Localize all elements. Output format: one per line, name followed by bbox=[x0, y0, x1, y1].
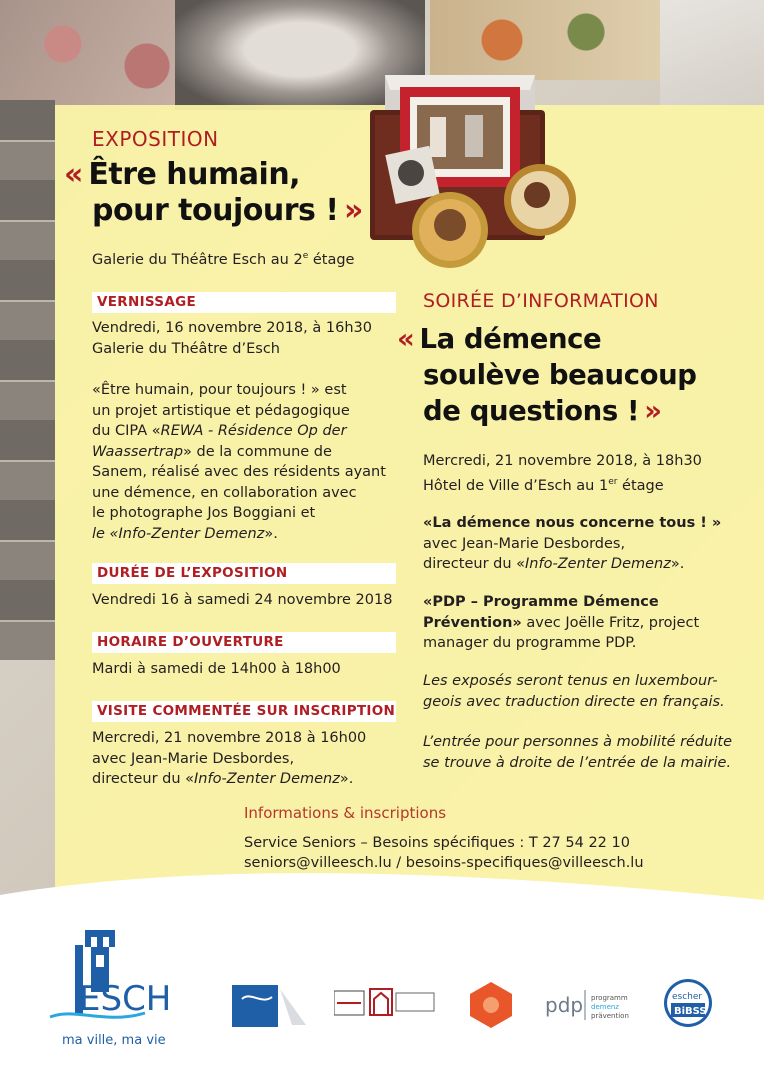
soiree-date-venue: Mercredi, 21 novembre 2018, à 18h30 Hôtel de Ville d’Esch au 1er étage bbox=[423, 453, 702, 494]
language-note: Les exposés seront tenus en luxembour- geois avec traduction directe en français. bbox=[423, 673, 725, 710]
horaire-band: HORAIRE D’OUVERTURE bbox=[92, 632, 396, 653]
grey-photo bbox=[660, 0, 764, 110]
svg-text:ESCH: ESCH bbox=[79, 979, 172, 1019]
exposition-label: EXPOSITION bbox=[92, 127, 219, 151]
horaire-details: Mardi à samedi de 14h00 à 18h00 bbox=[92, 661, 341, 677]
visite-band: VISITE COMMENTÉE SUR INSCRIPTION bbox=[92, 701, 396, 722]
slogan: ma ville, ma vie bbox=[62, 1033, 166, 1048]
talk-1: «La démence nous concerne tous ! » avec Jean-Marie Desbordes, directeur du «Info-Zenter Demenz». bbox=[423, 515, 722, 572]
vernissage-band: VERNISSAGE bbox=[92, 292, 396, 313]
soiree-title: « La démence soulève beaucoup de questions ! » bbox=[397, 323, 697, 427]
soiree-label: SOIRÉE D’INFORMATION bbox=[423, 290, 659, 312]
contact-emails[interactable]: seniors@villeesch.lu / besoins-specifiques@villeesch.lu bbox=[244, 855, 644, 871]
svg-text:programm: programm bbox=[591, 994, 628, 1002]
quote-close: » bbox=[344, 193, 363, 228]
svg-text:prävention: prävention bbox=[591, 1012, 629, 1020]
info-zenter-demenz-logo bbox=[466, 980, 516, 1030]
svg-text:demenz: demenz bbox=[591, 1003, 619, 1011]
talk-2: «PDP – Programme Démence Prévention» avec Joëlle Fritz, project manager du programme PDP. bbox=[423, 594, 700, 651]
esch-logo bbox=[45, 925, 175, 1050]
exposition-venue: Galerie du Théâtre Esch au 2e étage bbox=[92, 251, 355, 268]
duree-band: DURÉE DE L’EXPOSITION bbox=[92, 563, 396, 584]
galerie-logo bbox=[232, 985, 310, 1027]
stacked-photos bbox=[0, 100, 55, 660]
pdp-logo bbox=[545, 988, 657, 1022]
project-description: «Être humain, pour toujours ! » est un projet artistique et pédagogique du CIPA «REWA - Résidence Op der Waassertrap» de la commune de Sanem, réalisé avec des résidents ayant une démence, en collaboration avec le photographe Jos Boggiani et le «Info-Zenter Demenz». bbox=[92, 382, 386, 542]
escher-bibss-logo bbox=[663, 978, 713, 1028]
contact-heading: Informations & inscriptions bbox=[244, 804, 447, 822]
visite-details: Mercredi, 21 novembre 2018 à 16h00 avec Jean-Marie Desbordes, directeur du «Info-Zenter Demenz». bbox=[92, 730, 367, 787]
exposition-title: « Être humain, pour toujours ! » bbox=[64, 157, 363, 228]
vernissage-details: Vendredi, 16 novembre 2018, à 16h30 Galerie du Théâtre d’Esch bbox=[92, 320, 372, 357]
quote-open: « bbox=[64, 157, 83, 192]
svg-text:BiBSS: BiBSS bbox=[674, 1006, 707, 1017]
contact-phone[interactable]: Service Seniors – Besoins spécifiques : T 27 54 22 10 bbox=[244, 835, 630, 851]
svg-text:escher: escher bbox=[672, 992, 703, 1002]
memory-box-image bbox=[355, 55, 590, 270]
duree-details: Vendredi 16 à samedi 24 novembre 2018 bbox=[92, 592, 393, 608]
sanem-cipa-logo bbox=[334, 985, 436, 1021]
svg-text:pdp: pdp bbox=[545, 993, 584, 1017]
accessibility-note: L’entrée pour personnes à mobilité réduite se trouve à droite de l’entrée de la mairie. bbox=[423, 734, 733, 771]
